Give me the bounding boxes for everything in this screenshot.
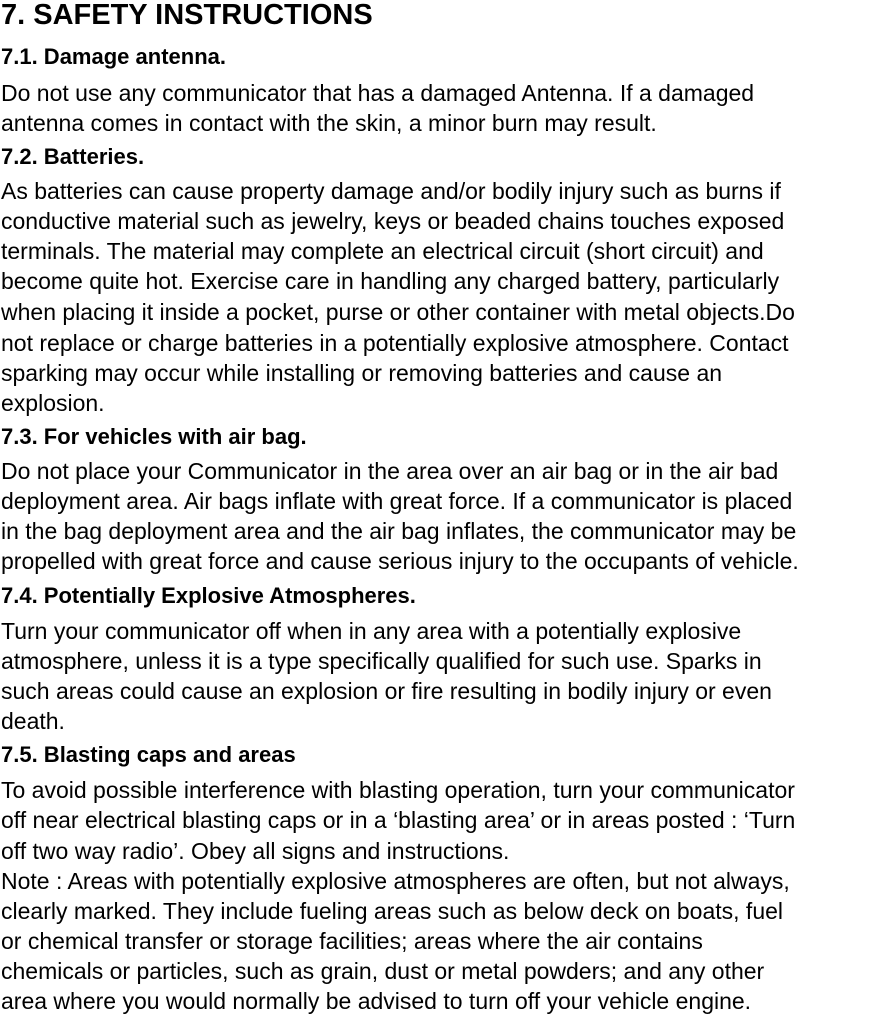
paragraph-line: chemicals or particles, such as grain, dust or metal powders; and any other <box>1 958 765 984</box>
section-heading-air-bag: 7.3. For vehicles with air bag. <box>1 424 307 449</box>
paragraph-line: Do not place your Communicator in the area over an air bag or in the air bad <box>1 458 779 484</box>
paragraph-line: off two way radio’. Obey all signs and instructions. <box>1 838 510 864</box>
paragraph-line: area where you would normally be advised to turn off your vehicle engine. <box>1 988 752 1014</box>
paragraph-line: deployment area. Air bags inflate with great force. If a communicator is placed <box>1 488 793 514</box>
paragraph-line: atmosphere, unless it is a type specifically qualified for such use. Sparks in <box>1 648 762 674</box>
paragraph-line: or chemical transfer or storage facilities; areas where the air contains <box>1 928 703 954</box>
paragraph-line: such areas could cause an explosion or fire resulting in bodily injury or even <box>1 678 772 704</box>
paragraph-line: To avoid possible interference with blasting operation, turn your communicator <box>1 777 795 803</box>
page-title: 7. SAFETY INSTRUCTIONS <box>1 0 373 31</box>
paragraph-line: not replace or charge batteries in a potentially explosive atmosphere. Contact <box>1 330 789 356</box>
paragraph-line: Turn your communicator off when in any area with a potentially explosive <box>1 618 742 644</box>
paragraph-line: become quite hot. Exercise care in handling any charged battery, particularly <box>1 268 780 294</box>
section-heading-damage-antenna: 7.1. Damage antenna. <box>1 44 226 69</box>
paragraph-line: in the bag deployment area and the air bag inflates, the communicator may be <box>1 518 797 544</box>
section-heading-blasting-caps: 7.5. Blasting caps and areas <box>1 742 296 767</box>
paragraph-line: propelled with great force and cause serious injury to the occupants of vehicle. <box>1 548 799 574</box>
paragraph-line: As batteries can cause property damage and/or bodily injury such as burns if <box>1 178 781 204</box>
paragraph-line: Do not use any communicator that has a damaged Antenna. If a damaged <box>1 80 755 106</box>
paragraph-line: explosion. <box>1 390 105 416</box>
paragraph-line: off near electrical blasting caps or in a ‘blasting area’ or in areas posted : ‘Turn <box>1 807 796 833</box>
paragraph-line: antenna comes in contact with the skin, a minor burn may result. <box>1 110 657 136</box>
paragraph-line: sparking may occur while installing or removing batteries and cause an <box>1 360 723 386</box>
section-heading-explosive-atmospheres: 7.4. Potentially Explosive Atmospheres. <box>1 583 416 608</box>
paragraph-line: Note : Areas with potentially explosive atmospheres are often, but not always, <box>1 868 790 894</box>
paragraph-line: terminals. The material may complete an electrical circuit (short circuit) and <box>1 238 764 264</box>
paragraph-line: conductive material such as jewelry, keys or beaded chains touches exposed <box>1 208 785 234</box>
paragraph-line: clearly marked. They include fueling areas such as below deck on boats, fuel <box>1 898 784 924</box>
paragraph-line: when placing it inside a pocket, purse or other container with metal objects.Do <box>1 299 795 325</box>
paragraph-line: death. <box>1 708 65 734</box>
section-heading-batteries: 7.2. Batteries. <box>1 144 145 169</box>
